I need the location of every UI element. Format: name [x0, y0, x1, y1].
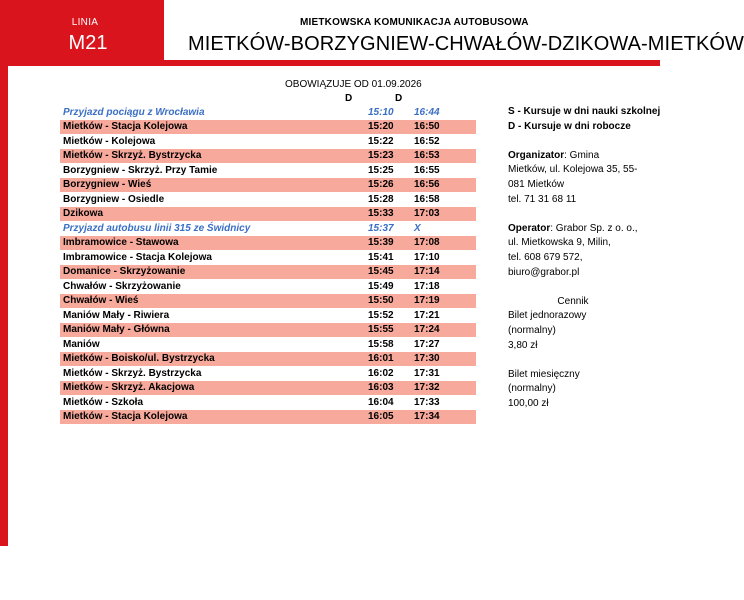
operator-line: Operator: Grabor Sp. z o. o.,: [508, 222, 638, 234]
departure-time-1: 16:05: [368, 410, 414, 425]
departure-time-2: 17:27: [414, 337, 476, 352]
line-label: LINIA: [71, 17, 99, 28]
table-row: [60, 323, 476, 338]
table-row: [60, 163, 476, 178]
stop-name: Przyjazd pociągu z Wrocławia: [60, 105, 368, 120]
departure-time-1: 15:50: [368, 294, 414, 309]
departure-time-2: 17:14: [414, 265, 476, 280]
departure-time-2: 16:56: [414, 178, 476, 193]
ticket-monthly-price: 100,00 zł: [508, 397, 549, 409]
table-row: [60, 221, 476, 236]
stop-name: Chwałów - Wieś: [60, 294, 368, 309]
table-row: [60, 352, 476, 367]
table-row: [60, 192, 476, 207]
table-row: [60, 395, 476, 410]
table-row: [60, 120, 476, 135]
departure-time-2: 17:34: [414, 410, 476, 425]
departure-time-1: 15:28: [368, 192, 414, 207]
table-row: [60, 410, 476, 425]
departure-time-2: X: [414, 221, 476, 236]
departure-time-1: 16:02: [368, 366, 414, 381]
departure-time-1: 15:37: [368, 221, 414, 236]
departure-time-2: 17:21: [414, 308, 476, 323]
table-row: [60, 265, 476, 280]
stop-name: Imbramowice - Stawowa: [60, 236, 368, 251]
stop-name: Mietków - Boisko/ul. Bystrzycka: [60, 352, 368, 367]
header-red-rule: [0, 60, 660, 66]
column-header-1: D: [345, 93, 353, 104]
departure-time-1: 15:45: [368, 265, 414, 280]
stop-name: Mietków - Kolejowa: [60, 134, 368, 149]
ticket-monthly-type: (normalny): [508, 383, 556, 395]
departure-time-1: 15:55: [368, 323, 414, 338]
departure-time-1: 15:39: [368, 236, 414, 251]
departure-time-1: 15:23: [368, 149, 414, 164]
stop-name: Borzygniew - Wieś: [60, 178, 368, 193]
stop-name: Mietków - Stacja Kolejowa: [60, 120, 368, 135]
departure-time-2: 16:55: [414, 163, 476, 178]
departure-time-1: 16:03: [368, 381, 414, 396]
ticket-single-type: (normalny): [508, 324, 556, 336]
table-row: [60, 337, 476, 352]
stop-name: Imbramowice - Stacja Kolejowa: [60, 250, 368, 265]
table-row: [60, 366, 476, 381]
table-row: [60, 149, 476, 164]
departure-time-1: 16:01: [368, 352, 414, 367]
column-header-2: D: [395, 93, 403, 104]
table-row: [60, 308, 476, 323]
departure-time-1: 15:26: [368, 178, 414, 193]
stop-name: Mietków - Stacja Kolejowa: [60, 410, 368, 425]
stop-name: Mietków - Skrzyż. Bystrzycka: [60, 149, 368, 164]
table-row: [60, 236, 476, 251]
organizator-address-1: Mietków, ul. Kolejowa 35, 55-: [508, 164, 638, 176]
departure-time-2: 17:10: [414, 250, 476, 265]
stop-name: Mietków - Szkoła: [60, 395, 368, 410]
departure-time-2: 17:03: [414, 207, 476, 222]
departure-time-2: 17:32: [414, 381, 476, 396]
operator-phone: tel. 608 679 572,: [508, 251, 583, 263]
organizator-line: Organizator: Gmina: [508, 149, 600, 161]
departure-time-2: 17:19: [414, 294, 476, 309]
departure-time-2: 17:18: [414, 279, 476, 294]
line-number: M21: [68, 32, 108, 54]
departure-time-2: 17:30: [414, 352, 476, 367]
departure-time-1: 15:20: [368, 120, 414, 135]
departure-time-2: 17:24: [414, 323, 476, 338]
price-list-title: Cennik: [557, 295, 589, 307]
table-row: [60, 381, 476, 396]
departure-time-1: 15:25: [368, 163, 414, 178]
stop-name: Mietków - Skrzyż. Bystrzycka: [60, 366, 368, 381]
legend-d: D - Kursuje w dni robocze: [508, 120, 631, 132]
table-row: [60, 294, 476, 309]
table-row: [60, 207, 476, 222]
ticket-monthly-label: Bilet miesięczny: [508, 368, 580, 380]
departure-time-1: 15:22: [368, 134, 414, 149]
stop-name: Chwałów - Skrzyżowanie: [60, 279, 368, 294]
table-row: [60, 250, 476, 265]
departure-time-1: 15:33: [368, 207, 414, 222]
left-red-border: [0, 66, 8, 546]
departure-time-1: 15:52: [368, 308, 414, 323]
departure-time-2: 16:44: [414, 105, 476, 120]
ticket-single-price: 3,80 zł: [508, 339, 538, 351]
stop-name: Dzikowa: [60, 207, 368, 222]
organizator-phone: tel. 71 31 68 11: [508, 193, 577, 205]
stop-name: Domanice - Skrzyżowanie: [60, 265, 368, 280]
stop-name: Borzygniew - Osiedle: [60, 192, 368, 207]
organizator-address-2: 081 Mietków: [508, 178, 565, 190]
timetable: [60, 105, 476, 424]
departure-time-2: 16:52: [414, 134, 476, 149]
departure-time-1: 15:10: [368, 105, 414, 120]
departure-time-1: 15:41: [368, 250, 414, 265]
departure-time-2: 16:58: [414, 192, 476, 207]
stop-name: Maniów Mały - Główna: [60, 323, 368, 338]
departure-time-1: 15:58: [368, 337, 414, 352]
table-row: [60, 279, 476, 294]
stop-name: Przyjazd autobusu linii 315 ze Świdnicy: [60, 221, 368, 236]
legend-s: S - Kursuje w dni nauki szkolnej: [508, 106, 661, 117]
departure-time-1: 16:04: [368, 395, 414, 410]
route-title: MIETKÓW-BORZYGNIEW-CHWAŁÓW-DZIKOWA-MIETKÓW: [188, 33, 744, 55]
operator-title: MIETKOWSKA KOMUNIKACJA AUTOBUSOWA: [300, 17, 529, 28]
departure-time-2: 17:08: [414, 236, 476, 251]
departure-time-1: 15:49: [368, 279, 414, 294]
departure-time-2: 17:33: [414, 395, 476, 410]
table-row: [60, 134, 476, 149]
operator-address: ul. Mietkowska 9, Milin,: [508, 237, 611, 249]
ticket-single-label: Bilet jednorazowy: [508, 310, 587, 322]
operator-email: biuro@grabor.pl: [508, 266, 580, 278]
stop-name: Mietków - Skrzyż. Akacjowa: [60, 381, 368, 396]
valid-from: OBOWIĄZUJE OD 01.09.2026: [285, 79, 422, 90]
departure-time-2: 16:53: [414, 149, 476, 164]
departure-time-2: 17:31: [414, 366, 476, 381]
stop-name: Borzygniew - Skrzyż. Przy Tamie: [60, 163, 368, 178]
info-panel: [508, 105, 660, 411]
table-row: [60, 105, 476, 120]
stop-name: Maniów: [60, 337, 368, 352]
departure-time-2: 16:50: [414, 120, 476, 135]
table-row: [60, 178, 476, 193]
stop-name: Maniów Mały - Riwiera: [60, 308, 368, 323]
